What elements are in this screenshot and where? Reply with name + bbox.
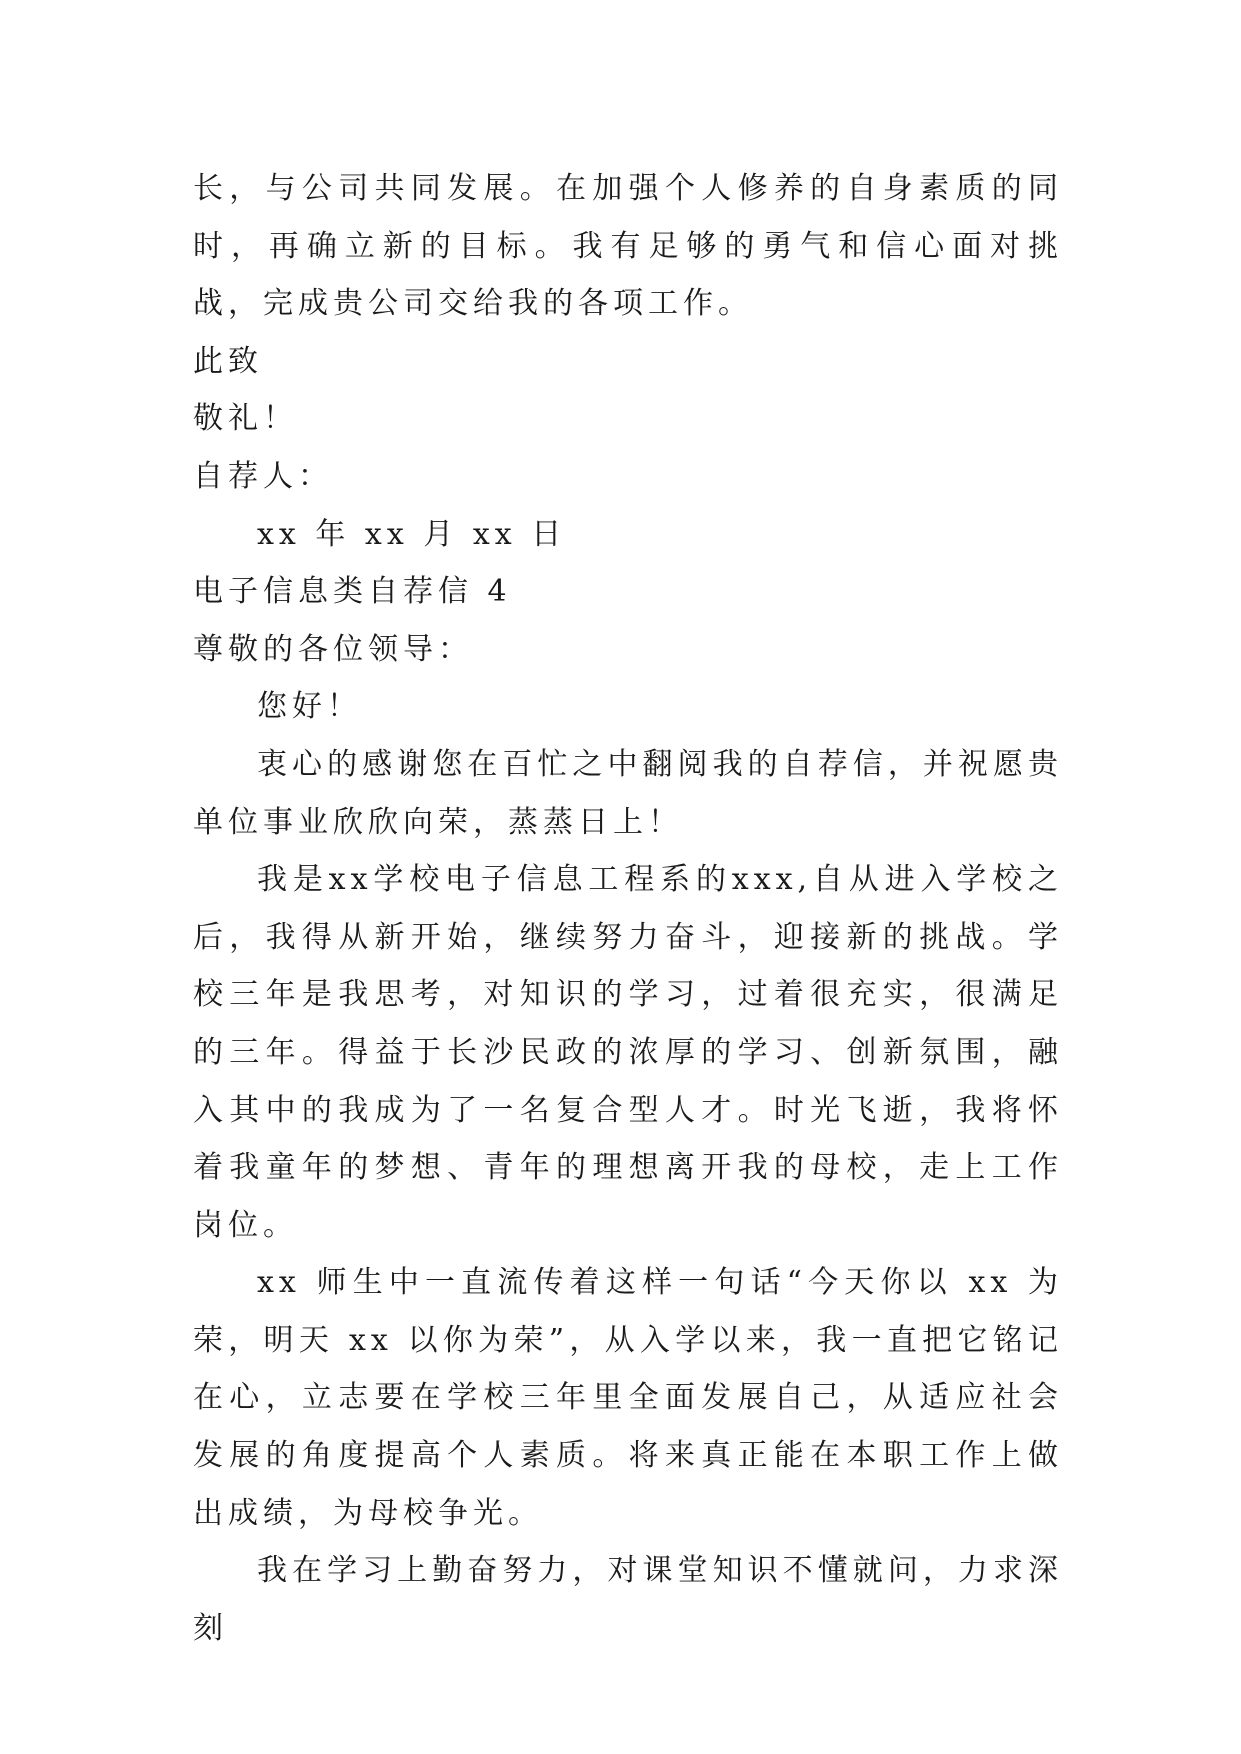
body-paragraph-1: 衷心的感谢您在百忙之中翻阅我的自荐信，并祝愿贵单位事业欣欣向荣，蒸蒸日上！	[193, 746, 1063, 840]
section-title: 电子信息类自荐信 4	[193, 574, 512, 610]
letter-body	[193, 160, 1063, 1657]
closing-phrase: 此致	[193, 343, 263, 379]
closing-paragraph-end: 长，与公司共同发展。在加强个人修养的自身素质的同时，再确立新的目标。我有足够的勇气和信心面对挑战，完成贵公司交给我的各项工作。	[193, 171, 1063, 322]
date-line: xx 年 xx 月 xx 日	[257, 516, 567, 552]
body-paragraph-2: 我是xx学校电子信息工程系的xxx,自从进入学校之后，我得从新开始，继续努力奋斗，迎接新的挑战。学校三年是我思考，对知识的学习，过着很充实，很满足的三年。得益于长沙民政的浓厚的学习、创新氛围，融入其中的我成为了一名复合型人才。时光飞逝，我将怀着我童年的梦想、青年的理想离开我的母校，走上工作岗位。	[193, 862, 1063, 1243]
greeting-hello: 您好！	[257, 689, 362, 725]
greeting-recipient: 尊敬的各位领导：	[193, 631, 473, 667]
body-paragraph-3: xx 师生中一直流传着这样一句话“今天你以 xx 为荣，明天 xx 以你为荣”，从入学以来，我一直把它铭记在心，立志要在学校三年里全面发展自己，从适应社会发展的角度提高个人素质。将来真正能在本职工作上做出成绩，为母校争光。	[193, 1265, 1063, 1531]
salutation-respect: 敬礼！	[193, 401, 298, 437]
body-paragraph-4: 我在学习上勤奋努力，对课堂知识不懂就问，力求深刻	[193, 1553, 1063, 1646]
signature-label: 自荐人：	[193, 458, 333, 494]
